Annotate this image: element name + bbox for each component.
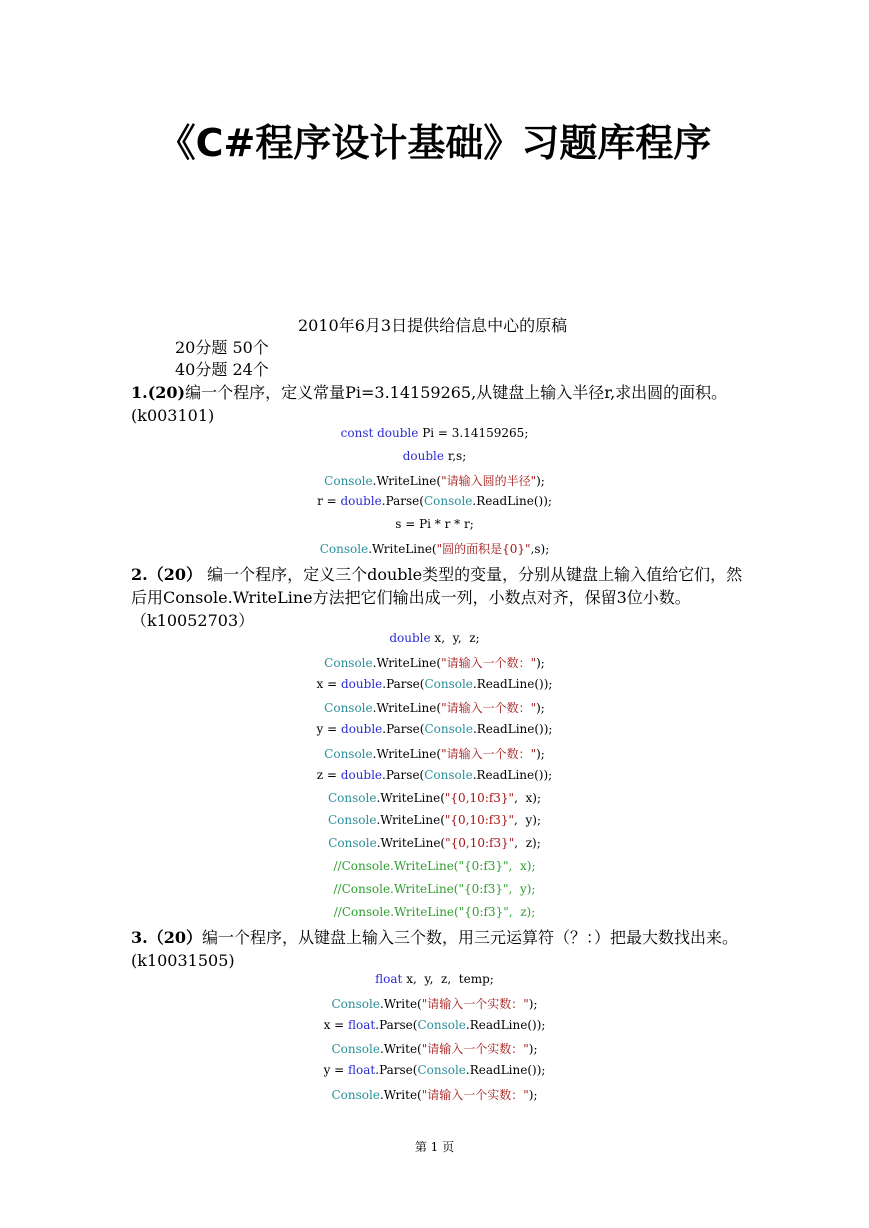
code-line	[0, 859, 869, 873]
code-token: double	[389, 631, 431, 645]
code-token: //Console.WriteLine("{0:f3}", x);	[333, 859, 536, 873]
code-token: , z);	[514, 836, 541, 851]
code-line	[0, 699, 869, 716]
code-token: float	[348, 1063, 376, 1078]
code-token: const double	[340, 426, 419, 440]
code-token: x =	[323, 1017, 349, 1032]
code-token: Console	[328, 790, 377, 805]
code-token: .WriteLine(	[376, 790, 445, 805]
code-token: "请输入一个实数："	[421, 996, 529, 1011]
code-token: "{0,10:f3}"	[445, 836, 515, 851]
code-line	[0, 972, 869, 986]
page-footer: 第 1 页	[414, 1140, 455, 1154]
code-token: Console	[424, 767, 473, 782]
code-line	[0, 449, 869, 463]
code-token: y =	[323, 1063, 349, 1078]
code-token: .Parse(	[382, 676, 425, 691]
code-line	[0, 905, 869, 919]
code-token: float	[375, 972, 403, 986]
code-token: Console	[327, 813, 377, 828]
code-line	[0, 1063, 869, 1077]
code-token: );	[536, 701, 545, 716]
code-line	[0, 1018, 869, 1032]
code-token: double	[341, 722, 383, 737]
code-token: Console	[331, 1088, 380, 1102]
code-token: );	[528, 1042, 538, 1057]
code-token: , y);	[514, 813, 541, 828]
code-token: double	[340, 494, 382, 509]
code-line	[0, 882, 869, 896]
question-text: 编一个程序，从键盘上输入三个数，用三元运算符（？：）把最大数找出来。(k10031505)	[131, 928, 738, 970]
code-token: .WriteLine(	[376, 813, 445, 828]
code-token: Console	[331, 1042, 380, 1057]
count-40-line: 40分题 24个	[175, 360, 269, 379]
code-token: y =	[316, 722, 342, 737]
code-token: x, y, z, temp;	[402, 972, 494, 986]
code-line	[0, 722, 869, 736]
code-line	[0, 426, 869, 440]
code-token: Console	[331, 996, 380, 1011]
code-token: .Parse(	[375, 1063, 418, 1078]
code-token: );	[536, 655, 545, 670]
code-token: Console	[417, 1063, 466, 1078]
code-line	[0, 540, 869, 557]
code-line	[0, 791, 869, 805]
document-title: 《C#程序设计基础》习题库程序	[157, 121, 712, 165]
code-token: .WriteLine(	[368, 542, 437, 556]
code-token: .Parse(	[382, 722, 425, 737]
code-token: .WriteLine(	[372, 701, 442, 716]
code-token: Console	[423, 494, 473, 509]
code-line	[0, 1040, 869, 1057]
code-token: );	[528, 996, 538, 1011]
code-token: x =	[316, 676, 341, 691]
code-token: , x);	[514, 790, 541, 805]
code-token: .ReadLine());	[465, 1017, 546, 1032]
code-token: .Parse(	[382, 767, 425, 782]
code-token: s = Pi * r * r;	[395, 517, 474, 532]
code-line	[0, 494, 869, 508]
code-token: z =	[316, 767, 341, 782]
code-token: Console	[324, 747, 373, 761]
code-token: "{0,10:f3}"	[444, 813, 515, 828]
question-1	[131, 381, 743, 427]
code-token: double	[402, 448, 444, 463]
code-token: .Write(	[379, 996, 422, 1011]
code-token: Console	[424, 722, 473, 737]
question-3	[131, 926, 743, 972]
code-token: float	[348, 1017, 376, 1032]
code-line	[0, 472, 869, 489]
code-token: .Parse(	[381, 494, 424, 509]
code-token: .ReadLine());	[472, 676, 553, 691]
code-token: .Parse(	[375, 1017, 418, 1032]
question-text: 编一个程序，定义三个double类型的变量，分别从键盘上输入值给它们，然后用Console.WriteLine方法把它们输出成一列，小数点对齐，保留3位小数。（k10052703）	[131, 565, 743, 630]
code-line	[0, 631, 869, 645]
code-token: ,s);	[530, 542, 550, 556]
code-token: Console	[328, 836, 377, 851]
question-number: 3.（20）	[131, 928, 202, 947]
code-token: "请输入一个实数："	[421, 1042, 529, 1057]
code-token: double	[340, 767, 383, 782]
code-token: .WriteLine(	[372, 655, 442, 670]
code-token: "请输入一个数："	[441, 701, 537, 716]
code-token: x, y, z;	[430, 631, 480, 645]
code-token: .Write(	[379, 1088, 422, 1102]
code-token: .ReadLine());	[472, 494, 552, 509]
code-token: Console	[424, 676, 473, 691]
code-token: //Console.WriteLine("{0:f3}", y);	[333, 881, 536, 896]
code-line	[0, 768, 869, 782]
code-token: //Console.WriteLine("{0:f3}", z);	[333, 904, 536, 919]
code-line	[0, 745, 869, 762]
question-number: 1.(20)	[131, 383, 186, 402]
code-line	[0, 517, 869, 531]
count-20-line: 20分题 50个	[175, 338, 269, 357]
code-token: double	[341, 676, 383, 691]
code-token: Pi = 3.14159265;	[418, 426, 529, 440]
code-token: );	[536, 747, 545, 761]
code-line	[0, 654, 869, 671]
question-number: 2.（20）	[131, 565, 202, 584]
code-token: "请输入一个数："	[441, 655, 537, 670]
code-token: r,s;	[444, 448, 467, 463]
code-token: Console	[324, 701, 373, 716]
code-token: "{0,10:f3}"	[444, 790, 515, 805]
code-line	[0, 836, 869, 850]
code-token: .WriteLine(	[372, 747, 442, 761]
source-line: 2010年6月3日提供给信息中心的原稿	[298, 316, 568, 335]
code-token: r =	[317, 494, 341, 509]
code-token: Console	[324, 473, 373, 488]
code-token: );	[536, 473, 545, 488]
code-token: Console	[319, 542, 369, 556]
code-token: Console	[417, 1017, 466, 1032]
code-line	[0, 995, 869, 1012]
code-line	[0, 677, 869, 691]
code-token: .WriteLine(	[372, 473, 442, 488]
code-token: "请输入一个实数："	[421, 1088, 529, 1102]
code-line	[0, 813, 869, 827]
code-token: );	[528, 1088, 538, 1102]
question-text: 编一个程序，定义常量Pi=3.14159265,从键盘上输入半径r,求出圆的面积。(k003101)	[131, 383, 728, 425]
code-token: .ReadLine());	[465, 1063, 546, 1078]
code-token: .ReadLine());	[472, 722, 553, 737]
code-token: .WriteLine(	[376, 836, 446, 851]
question-2	[131, 563, 743, 632]
code-token: .ReadLine());	[472, 767, 553, 782]
code-token: Console	[324, 655, 373, 670]
code-token: "圆的面积是{0}"	[436, 542, 531, 556]
code-line	[0, 1086, 869, 1103]
code-token: .Write(	[379, 1042, 422, 1057]
code-token: "请输入一个数："	[441, 747, 537, 761]
code-token: "请输入圆的半径"	[441, 473, 537, 488]
